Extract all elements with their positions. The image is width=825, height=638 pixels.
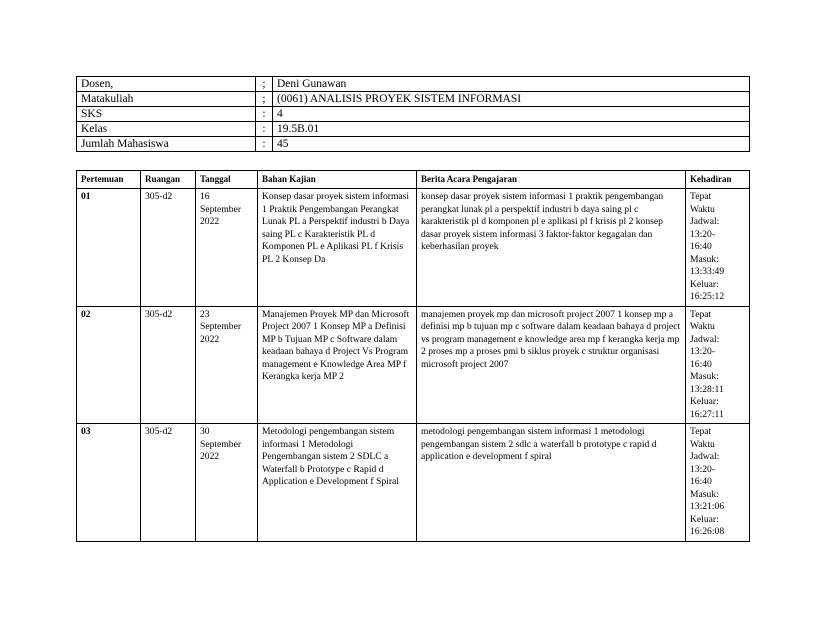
header-berita-acara: Berita Acara Pengajaran — [417, 171, 686, 189]
bahan-kajian-cell: Konsep dasar proyek sistem informasi 1 Praktik Pengembangan Perangkat Lunak PL a Perspektif industri b Daya saing PL c Karakteristik PL d Komponen PL e Aplikasi PL f Krisis PL 2 Konsep Da — [258, 189, 417, 307]
info-value: 45 — [273, 137, 750, 152]
ruangan-cell: 305-d2 — [141, 189, 196, 307]
kehadiran-cell — [686, 306, 750, 424]
info-separator: ; — [256, 92, 273, 107]
info-label: SKS — [77, 107, 256, 122]
tanggal-cell — [196, 424, 258, 542]
ruangan-cell: 305-d2 — [141, 424, 196, 542]
info-row-jumlah-mahasiswa — [77, 137, 750, 152]
kehadiran-line: 13:20- — [690, 463, 716, 475]
tanggal-year: 2022 — [200, 333, 220, 345]
info-row-kelas — [77, 122, 750, 137]
kehadiran-line: 16:25:12 — [690, 291, 725, 302]
info-label: Jumlah Mahasiswa — [77, 137, 256, 152]
info-row-sks — [77, 107, 750, 122]
kehadiran-line: Jadwal: — [690, 333, 720, 345]
kehadiran-line: Jadwal: — [690, 451, 720, 462]
pertemuan-cell: 01 — [77, 189, 141, 307]
kehadiran-line: Keluar: — [690, 278, 719, 290]
tanggal-month: September — [200, 321, 242, 332]
table-header-row — [77, 171, 750, 189]
header-ruangan: Ruangan — [141, 171, 196, 189]
info-row-matakuliah — [77, 92, 750, 107]
kehadiran-line: Waktu — [690, 438, 715, 450]
info-value: Deni Gunawan — [273, 77, 750, 92]
kehadiran-line: 16:26:08 — [690, 526, 725, 537]
header-pertemuan: Pertemuan — [77, 171, 141, 189]
kehadiran-line: Keluar: — [690, 513, 719, 525]
berita-acara-cell: metodologi pengembangan sistem informasi 1 metodologi pengembangan sistem 2 sdlc a waterfall b prototype c rapid d application e development f spiral — [417, 424, 686, 542]
bahan-kajian-cell: Manajemen Proyek MP dan Microsoft Project 2007 1 Konsep MP a Definisi MP b Tujuan MP c Software dalam keadaan bahaya d Project Vs Program management e Knowledge Area MP f Kerangka kerja MP 2 — [258, 306, 417, 424]
kehadiran-line: 13:33:49 — [690, 266, 725, 277]
tanggal-cell — [196, 306, 258, 424]
kehadiran-line: Jadwal: — [690, 216, 720, 227]
pertemuan-cell: 03 — [77, 424, 141, 542]
info-separator: : — [256, 137, 273, 152]
table-row — [77, 306, 750, 424]
info-label: Dosen, — [77, 77, 256, 92]
kehadiran-line: Masuk: — [690, 253, 719, 265]
tanggal-day: 30 — [200, 426, 210, 437]
info-row-dosen — [77, 77, 750, 92]
table-row — [77, 424, 750, 542]
tanggal-day: 23 — [200, 308, 210, 320]
kehadiran-line: Waktu — [690, 321, 715, 332]
kehadiran-cell — [686, 424, 750, 542]
kehadiran-line: 16:40 — [690, 358, 712, 370]
kehadiran-line: 16:27:11 — [690, 408, 724, 420]
berita-acara-cell: konsep dasar proyek sistem informasi 1 praktik pengembangan perangkat lunak pl a perspektif industri b daya saing pl c karakteristik pl d komponen pl e aplikasi pl f krisis pl 2 konsep dasar proyek sistem informasi 3 faktor-faktor kegagalan dan keberhasilan proyek — [417, 189, 686, 307]
bahan-kajian-cell: Metodologi pengembangan sistem informasi 1 Metodologi Pengembangan sistem 2 SDLC a Waterfall b Prototype c Rapid d Application e Development f Spiral — [258, 424, 417, 542]
info-label: Kelas — [77, 122, 256, 137]
info-label: Matakuliah — [77, 92, 256, 107]
tanggal-month: September — [200, 203, 242, 215]
tanggal-year: 2022 — [200, 216, 220, 227]
berita-acara-cell: manajemen proyek mp dan microsoft project 2007 1 konsep mp a definisi mp b tujuan mp c software dalam keadaan bahaya d project vs program management e knowledge area mp f kerangka kerja mp 2 proses mp a proses pmi b siklus proyek c struktur organisasi microsoft project 2007 — [417, 306, 686, 424]
kehadiran-line: Masuk: — [690, 488, 719, 500]
table-row — [77, 189, 750, 307]
kehadiran-line: Masuk: — [690, 371, 719, 382]
kehadiran-line: 13:21:06 — [690, 501, 725, 512]
kehadiran-line: Tepat — [690, 191, 712, 202]
kehadiran-line: Waktu — [690, 203, 715, 215]
kehadiran-line: 16:40 — [690, 241, 712, 252]
header-bahan-kajian: Bahan Kajian — [258, 171, 417, 189]
tanggal-day: 16 — [200, 191, 210, 202]
kehadiran-line: 13:20- — [690, 228, 716, 240]
kehadiran-line: Tepat — [690, 308, 712, 320]
info-value: 4 — [273, 107, 750, 122]
info-value: 19.5B.01 — [273, 122, 750, 137]
course-info-table — [76, 76, 750, 152]
header-kehadiran: Kehadiran — [686, 171, 750, 189]
pertemuan-cell: 02 — [77, 306, 141, 424]
kehadiran-line: 13:20- — [690, 346, 716, 357]
kehadiran-line: Keluar: — [690, 396, 719, 407]
info-separator: : — [256, 107, 273, 122]
ruangan-cell: 305-d2 — [141, 306, 196, 424]
kehadiran-line: Tepat — [690, 426, 712, 437]
tanggal-year: 2022 — [200, 451, 220, 462]
attendance-table — [76, 170, 750, 542]
info-separator: : — [256, 122, 273, 137]
info-separator: ; — [256, 77, 273, 92]
info-value: (0061) ANALISIS PROYEK SISTEM INFORMASI — [273, 92, 750, 107]
kehadiran-line: 13:28:11 — [690, 383, 724, 395]
kehadiran-line: 16:40 — [690, 476, 712, 487]
header-tanggal: Tanggal — [196, 171, 258, 189]
tanggal-cell — [196, 189, 258, 307]
kehadiran-cell — [686, 189, 750, 307]
tanggal-month: September — [200, 438, 242, 450]
